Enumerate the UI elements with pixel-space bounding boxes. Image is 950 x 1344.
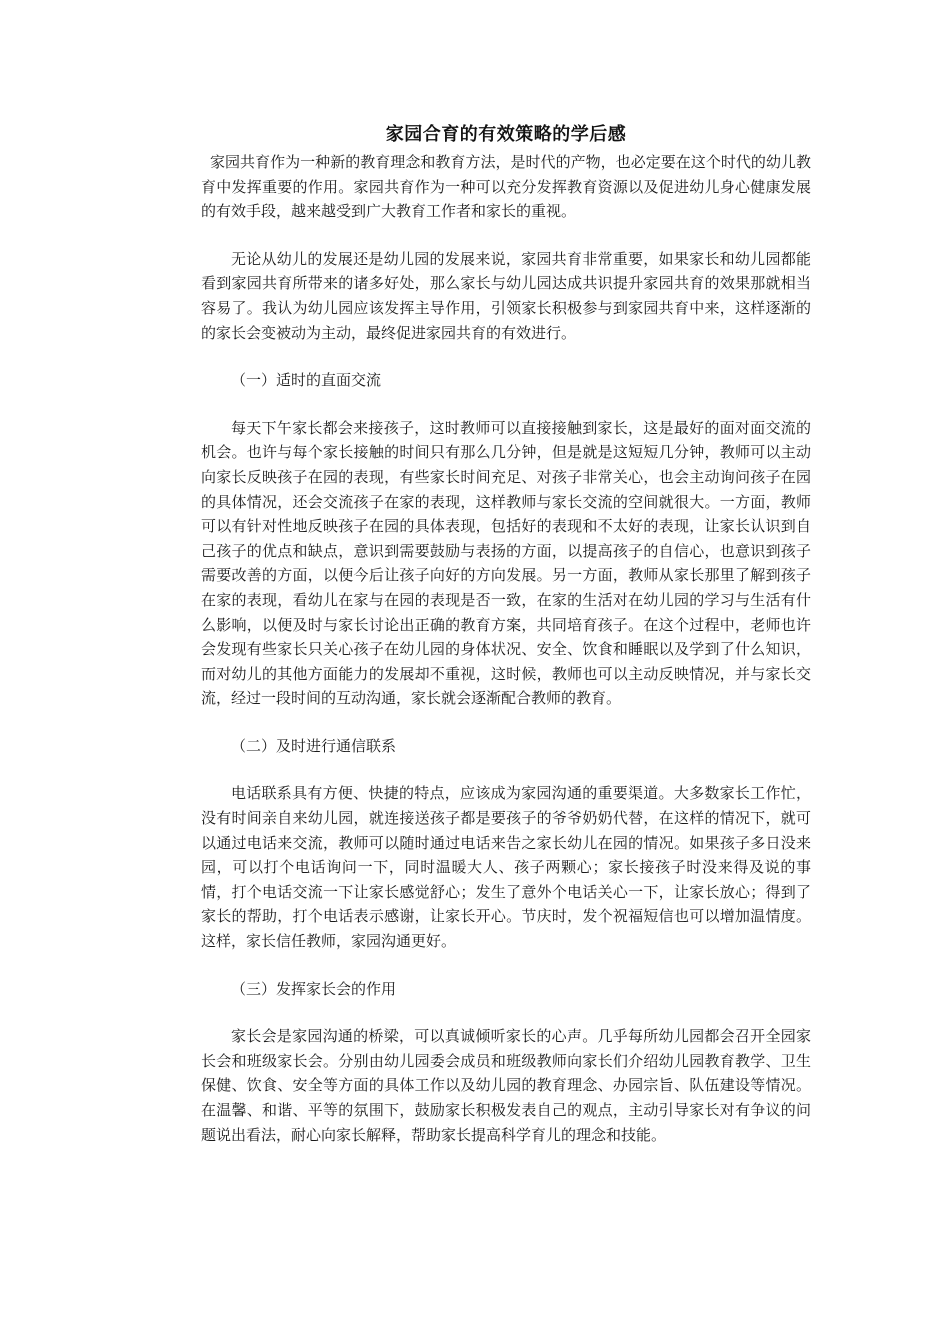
section-3-body: 家长会是家园沟通的桥梁，可以真诚倾听家长的心声。几乎每所幼儿园都会召开全园家长会和班级家长会。分别由幼儿园委会成员和班级教师向家长们介绍幼儿园教育教学、卫生保健、饮食、安全等方面的具体工作以及幼儿园的教育理念、办园宗旨、队伍建设等情况。在温馨、和谐、平等的氛围下，鼓励家长积极发表自己的观点，主动引导家长对有争议的问题说出看法，耐心向家长解释，帮助家长提高科学育儿的理念和技能。 [201, 1027, 811, 1144]
paragraph-1: 无论从幼儿的发展还是幼儿园的发展来说，家园共育非常重要，如果家长和幼儿园都能看到家园共育所带来的诸多好处，那么家长与幼儿园达成共识提升家园共育的效果那就相当容易了。我认为幼儿园应该发挥主导作用，引领家长积极参与到家园共育中来，这样逐渐的的家长会变被动为主动，最终促进家园共育的有效进行。 [201, 249, 811, 342]
document-body [201, 120, 811, 1170]
section-1-heading: （一）适时的直面交流 [231, 371, 382, 390]
document-title: 家园合育的有效策略的学后感 [385, 124, 627, 145]
section-1-body: 每天下午家长都会来接孩子，这时教师可以直接接触到家长，这是最好的面对面交流的机会。也许与每个家长接触的时间只有那么几分钟，但是就是这短短几分钟，教师可以主动向家长反映孩子在园的表现，有些家长时间充足、对孩子非常关心，也会主动询问孩子在园的具体情况，还会交流孩子在家的表现，这样教师与家长交流的空间就很大。一方面，教师可以有针对性地反映孩子在园的具体表现，包括好的表现和不太好的表现，让家长认识到自己孩子的优点和缺点，意识到需要鼓励与表扬的方面，以提高孩子的自信心，也意识到孩子需要改善的方面，以便今后让孩子向好的方向发展。另一方面，教师从家长那里了解到孩子在家的表现，看幼儿在家与在园的表现是否一致，在家的生活对在幼儿园的学习与生活有什么影响，以便及时与家长讨论出正确的教育方案，共同培育孩子。在这个过程中，老师也许会发现有些家长只关心孩子在幼儿园的身体状况、安全、饮食和睡眠以及学到了什么知识，而对幼儿的其他方面能力的发展却不重视，这时候，教师也可以主动反映情况，并与家长交流，经过一段时间的互动沟通，家长就会逐渐配合教师的教育。 [201, 418, 811, 708]
section-2-body: 电话联系具有方便、快捷的特点，应该成为家园沟通的重要渠道。大多数家长工作忙，没有时间亲自来幼儿园，就连接送孩子都是要孩子的爷爷奶奶代替，在这样的情况下，就可以通过电话来交流，教师可以随时通过电话来告之家长幼儿在园的情况。如果孩子多日没来园，可以打个电话询问一下，同时温暖大人、孩子两颗心；家长接孩子时没来得及说的事情，打个电话交流一下让家长感觉舒心；发生了意外个电话关心一下，让家长放心；得到了家长的帮助，打个电话表示感谢，让家长开心。节庆时，发个祝福短信也可以增加温情度。这样，家长信任教师，家园沟通更好。 [201, 784, 811, 951]
section-3-heading: （三）发挥家长会的作用 [231, 979, 397, 998]
section-2-heading: （二）及时进行通信联系 [231, 736, 397, 755]
intro-paragraph: 家园共育作为一种新的教育理念和教育方法，是时代的产物，也必定要在这个时代的幼儿教育中发挥重要的作用。家园共育作为一种可以充分发挥教育资源以及促进幼儿身心健康发展的有效手段，越来越受到广大教育工作者和家长的重视。 [201, 153, 811, 221]
